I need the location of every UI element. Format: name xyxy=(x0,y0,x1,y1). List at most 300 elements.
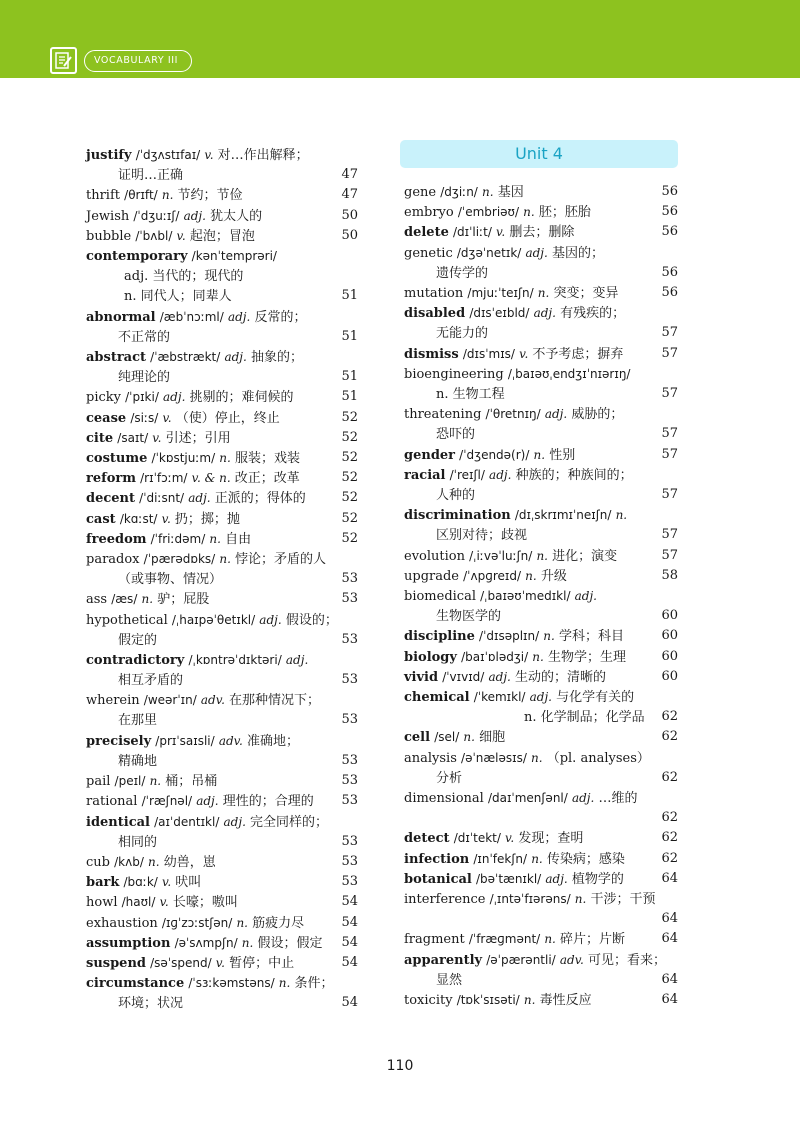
page-reference: 57 xyxy=(661,345,678,361)
vocab-entry xyxy=(404,404,678,445)
entry-line xyxy=(404,222,678,243)
definition-continued: （或事物、情况） xyxy=(118,572,223,587)
definition: 基因的； xyxy=(551,245,604,261)
part-of-speech: v. xyxy=(162,410,172,425)
entry-line xyxy=(404,283,678,304)
part-of-speech: n. xyxy=(278,976,291,991)
page-reference: 56 xyxy=(661,204,678,220)
definition-continued: 纯理论的 xyxy=(118,370,171,385)
definition: 驴；屁股 xyxy=(157,592,210,608)
headword: analysis xyxy=(404,750,457,766)
vocab-entry xyxy=(404,465,678,506)
vocab-entry xyxy=(86,428,358,449)
entry-line xyxy=(404,364,678,385)
definition: 幼兽，崽 xyxy=(163,855,216,870)
pronunciation: /ˈræʃnəl/ xyxy=(141,794,193,809)
vocab-entry xyxy=(404,364,678,405)
part-of-speech: adj. xyxy=(183,208,206,223)
vocab-entry xyxy=(404,929,678,950)
headword: bioengineering xyxy=(404,366,504,382)
headword: racial xyxy=(404,467,446,483)
page-reference: 52 xyxy=(341,510,358,526)
page-reference: 47 xyxy=(341,167,358,182)
definition: 改正；改革 xyxy=(234,471,300,487)
headword: evolution xyxy=(404,548,465,564)
headword: abstract xyxy=(86,350,147,365)
page-reference: 53 xyxy=(341,712,358,728)
definition: 自由 xyxy=(225,531,252,547)
definition: 基因 xyxy=(497,185,524,200)
headword: contemporary xyxy=(86,249,188,264)
vocab-entry xyxy=(404,950,678,991)
vocab-entry xyxy=(404,445,678,466)
entry-line xyxy=(86,650,358,671)
pronunciation: /kənˈtemprəri/ xyxy=(191,249,277,263)
entry-line xyxy=(86,973,358,994)
pronunciation: /kʌb/ xyxy=(114,855,144,869)
page-reference: 62 xyxy=(661,850,678,866)
definition: 条件； xyxy=(294,976,334,992)
headword: cell xyxy=(404,730,431,746)
pronunciation: /ˈfræɡmənt/ xyxy=(468,932,541,947)
entry-line xyxy=(404,465,678,486)
part-of-speech: v. xyxy=(519,346,529,361)
section-label: VOCABULARY III xyxy=(84,50,192,72)
definition-continued: 恐吓的 xyxy=(436,427,476,443)
definition-continued: 相互矛盾的 xyxy=(118,673,184,688)
pronunciation: /ˌbaɪəʊˌendʒɪˈnɪərɪŋ/ xyxy=(507,366,631,381)
headword: cease xyxy=(86,410,127,426)
definition: 完全同样的； xyxy=(250,814,329,830)
part-of-speech: adj. xyxy=(571,791,595,805)
vocab-entry xyxy=(86,408,358,429)
page-reference: 58 xyxy=(661,567,678,583)
headword: botanical xyxy=(404,871,472,887)
part-of-speech: adj. xyxy=(544,407,568,422)
pronunciation: /daɪˈmenʃənl/ xyxy=(487,791,568,805)
page-reference: 47 xyxy=(341,187,358,203)
vocab-entry xyxy=(404,687,678,728)
vocab-entry xyxy=(86,771,358,792)
part-of-speech: adv. xyxy=(559,952,584,967)
definition: 在那种情况下； xyxy=(229,693,321,709)
vocab-entry xyxy=(86,549,358,590)
pronunciation: /ˈpɪki/ xyxy=(125,390,159,405)
headword: gene xyxy=(404,185,437,200)
pronunciation: /ˈdiːsnt/ xyxy=(139,491,185,506)
headword: hypothetical xyxy=(86,612,168,628)
pronunciation: /ˌkɒntrəˈdɪktəri/ xyxy=(188,653,282,667)
headword: apparently xyxy=(404,952,483,968)
page-reference: 52 xyxy=(341,429,358,445)
entry-line xyxy=(86,408,358,429)
entry-line xyxy=(404,869,678,890)
definition: 扔；掷；抛 xyxy=(174,511,240,527)
pronunciation: /kɑːst/ xyxy=(119,511,158,526)
headword: upgrade xyxy=(404,568,459,584)
page-reference: 53 xyxy=(341,793,358,809)
entry-line xyxy=(86,771,358,792)
part-of-speech: n. xyxy=(523,993,536,1007)
part-of-speech: n. xyxy=(148,855,160,869)
entry-line xyxy=(404,344,678,365)
entry-line xyxy=(404,849,678,870)
headword: fragment xyxy=(404,932,465,948)
headword: thrift xyxy=(86,188,121,204)
vocab-entry xyxy=(404,667,678,688)
page-reference: 52 xyxy=(341,470,358,486)
entry-line xyxy=(404,950,678,971)
definition: 筋疲力尽 xyxy=(252,915,305,931)
definition-continued: n. 同代人；同辈人 xyxy=(124,289,232,304)
headword: cite xyxy=(86,430,114,446)
vocab-entry xyxy=(404,586,678,627)
definition: 可见；看来； xyxy=(588,952,667,968)
page-reference: 64 xyxy=(661,992,678,1007)
part-of-speech: adj. xyxy=(224,350,247,364)
page-reference: 53 xyxy=(341,672,358,687)
headword: gender xyxy=(404,447,456,463)
page-reference: 62 xyxy=(661,769,678,785)
page-reference: 53 xyxy=(341,571,358,586)
page-reference: 53 xyxy=(341,874,358,890)
page-number: 110 xyxy=(386,1058,414,1074)
definition: 正派的；得体的 xyxy=(214,491,306,507)
part-of-speech: n. xyxy=(236,915,248,930)
headword: dismiss xyxy=(404,346,459,362)
pronunciation: /dʒiːn/ xyxy=(440,185,478,199)
page-reference: 60 xyxy=(661,628,678,644)
part-of-speech: n. xyxy=(463,730,475,745)
definition-continued: n. 生物工程 xyxy=(436,386,505,402)
definition: 学科；科目 xyxy=(558,629,624,645)
page-reference: 54 xyxy=(341,894,358,910)
edit-note-icon xyxy=(50,47,77,74)
pronunciation: /ˈdɪsəplɪn/ xyxy=(479,629,540,644)
headword: freedom xyxy=(86,531,147,547)
headword: howl xyxy=(86,895,118,911)
part-of-speech: adj. xyxy=(525,245,548,260)
entry-line xyxy=(86,953,358,974)
vocab-entry xyxy=(86,206,358,227)
part-of-speech: v. xyxy=(176,228,186,243)
part-of-speech: v. xyxy=(161,511,171,526)
entry-line xyxy=(404,182,678,203)
entry-line xyxy=(404,303,678,324)
vocab-entry xyxy=(404,283,678,304)
vocab-entry xyxy=(404,243,678,284)
headword: ass xyxy=(86,592,108,608)
headword: picky xyxy=(86,390,121,406)
definition: 理性的；合理的 xyxy=(222,794,314,810)
vocab-entry xyxy=(86,448,358,469)
headword: infection xyxy=(404,851,470,867)
headword: biology xyxy=(404,649,457,665)
headword: costume xyxy=(86,451,148,466)
page-reference: 54 xyxy=(341,914,358,930)
entry-line xyxy=(404,788,678,809)
definition-continued: 假定的 xyxy=(118,632,158,648)
part-of-speech: n. xyxy=(209,531,221,546)
entry-line xyxy=(86,913,358,934)
entry-line xyxy=(86,387,358,408)
definition: 进化；演变 xyxy=(552,548,618,564)
pronunciation: /dɪsˈmɪs/ xyxy=(462,346,515,361)
definition: 发现；查明 xyxy=(518,831,584,847)
part-of-speech: n. xyxy=(532,649,544,664)
vocab-entry xyxy=(404,828,678,849)
page-reference: 64 xyxy=(661,971,678,987)
part-of-speech: n. xyxy=(219,552,231,566)
headword: disabled xyxy=(404,306,466,322)
part-of-speech: adj. xyxy=(533,306,556,321)
entry-line xyxy=(86,488,358,509)
page-reference: 57 xyxy=(661,486,678,502)
pronunciation: /θrɪft/ xyxy=(124,188,158,203)
vocab-entry xyxy=(86,690,358,731)
definition: 种族的；种族间的； xyxy=(515,467,633,483)
definition: 服装；戏装 xyxy=(234,451,300,466)
definition-continued: 遗传学的 xyxy=(436,265,489,281)
part-of-speech: adj. xyxy=(545,871,568,886)
page-reference: 52 xyxy=(341,409,358,425)
vocab-entry xyxy=(86,488,358,509)
part-of-speech: v. xyxy=(152,430,162,445)
entry-line xyxy=(86,610,358,631)
page-reference: 57 xyxy=(661,547,678,563)
entry-line xyxy=(86,731,358,752)
vocab-entry xyxy=(404,202,678,223)
vocab-entry xyxy=(86,892,358,913)
headword: delete xyxy=(404,225,449,241)
page-reference: 64 xyxy=(661,911,678,926)
pronunciation: /ˈkɒstjuːm/ xyxy=(151,451,216,465)
page-reference: 60 xyxy=(661,668,678,684)
entry-line xyxy=(404,202,678,223)
entry-line xyxy=(404,748,678,769)
page-reference: 53 xyxy=(341,591,358,607)
page-reference: 64 xyxy=(661,931,678,947)
definition: 生动的；清晰的 xyxy=(515,669,607,685)
pronunciation: /ˌhaɪpəˈθetɪkl/ xyxy=(171,612,256,627)
definition: 与化学有关的 xyxy=(556,690,635,705)
part-of-speech: n. xyxy=(531,851,543,866)
page-reference: 54 xyxy=(341,934,358,950)
vocab-entry xyxy=(404,748,678,789)
entry-line xyxy=(404,445,678,466)
entry-line xyxy=(86,933,358,954)
definition: 毒性反应 xyxy=(539,993,592,1008)
definition-continued: 显然 xyxy=(436,972,463,988)
vocab-entry xyxy=(86,650,358,691)
pronunciation: /rɪˈfɔːm/ xyxy=(140,471,188,486)
definition: 长嚎；嗷叫 xyxy=(172,895,238,911)
pronunciation: /bɑːk/ xyxy=(123,875,158,890)
entry-line xyxy=(86,226,358,247)
page-reference: 51 xyxy=(341,389,358,405)
part-of-speech: adj. xyxy=(489,467,512,482)
vocab-entry xyxy=(404,222,678,243)
vocab-entry xyxy=(404,182,678,203)
pronunciation: /ˈʌpɡreɪd/ xyxy=(463,568,521,583)
definition-continued: 在那里 xyxy=(118,713,158,729)
pronunciation: /haʊl/ xyxy=(121,895,156,910)
headword: pail xyxy=(86,774,111,790)
entry-line xyxy=(86,145,358,166)
definition: 传染病；感染 xyxy=(546,851,625,867)
pronunciation: /əˈsʌmpʃn/ xyxy=(174,935,238,950)
entry-line xyxy=(404,687,678,708)
vocab-entry xyxy=(86,913,358,934)
definition: 生物学；生理 xyxy=(547,649,626,665)
headword: exhaustion xyxy=(86,915,158,931)
unit-heading: Unit 4 xyxy=(400,140,678,168)
part-of-speech: n. xyxy=(525,568,537,583)
vocab-entry xyxy=(86,145,358,186)
headword: reform xyxy=(86,471,136,487)
definition: （使）停止，终止 xyxy=(175,410,280,426)
entry-line xyxy=(86,347,358,368)
vocab-entry xyxy=(86,872,358,893)
entry-line xyxy=(86,428,358,449)
part-of-speech: n. xyxy=(574,892,587,906)
entry-line xyxy=(86,852,358,873)
entry-line xyxy=(86,246,358,267)
vocab-entry xyxy=(404,869,678,890)
page-reference: 57 xyxy=(661,325,678,341)
vocab-entry xyxy=(86,791,358,812)
definition: 抽象的； xyxy=(250,350,303,365)
page-reference: 56 xyxy=(661,224,678,240)
definition: 吠叫 xyxy=(175,875,202,891)
part-of-speech: adj. xyxy=(574,589,597,603)
definition-continued: adj. 当代的；现代的 xyxy=(124,269,244,284)
vocab-entry xyxy=(404,505,678,546)
headword: cast xyxy=(86,511,116,527)
headword: biomedical xyxy=(404,589,476,604)
headword: abnormal xyxy=(86,309,156,325)
part-of-speech: v. xyxy=(159,895,169,910)
vocab-entry xyxy=(86,953,358,974)
pronunciation: /ˈdʒuːɪʃ/ xyxy=(133,208,180,223)
definition: 准确地； xyxy=(246,733,299,749)
definition-continued: 相同的 xyxy=(118,834,158,850)
pronunciation: /ˈembriəʊ/ xyxy=(457,205,520,220)
part-of-speech: n. xyxy=(482,185,494,199)
headword: cub xyxy=(86,855,110,870)
pronunciation: /ˈpærədɒks/ xyxy=(143,552,216,566)
vocab-entry xyxy=(86,185,358,206)
part-of-speech: v. xyxy=(496,225,506,240)
entry-line xyxy=(404,546,678,567)
definition: 挑剔的；难伺候的 xyxy=(189,390,294,406)
vocab-entry xyxy=(404,626,678,647)
definition: 突变；变异 xyxy=(553,286,619,301)
headword: justify xyxy=(86,148,132,163)
page-reference: 62 xyxy=(661,729,678,745)
vocab-entry xyxy=(404,889,678,926)
vocab-entry xyxy=(86,610,358,651)
page-reference: 52 xyxy=(341,490,358,506)
pronunciation: /səˈspend/ xyxy=(150,956,212,970)
definition: 删去；删除 xyxy=(509,225,575,241)
vocab-entry xyxy=(86,973,358,1014)
part-of-speech: adj. xyxy=(163,390,186,405)
definition: （pl. analyses） xyxy=(546,750,650,766)
headword: suspend xyxy=(86,956,146,971)
pronunciation: /ˌbaɪəʊˈmedɪkl/ xyxy=(480,589,571,603)
pronunciation: /ˌɪntəˈfɪərəns/ xyxy=(489,892,571,906)
page-reference: 51 xyxy=(341,328,358,344)
headword: interference xyxy=(404,892,486,907)
entry-line xyxy=(404,404,678,425)
headword: identical xyxy=(86,814,150,830)
entry-line xyxy=(404,626,678,647)
page-reference: 53 xyxy=(341,773,358,789)
part-of-speech: n. xyxy=(531,750,543,765)
pronunciation: /ˈæbstrækt/ xyxy=(150,350,221,364)
page-reference: 57 xyxy=(661,446,678,462)
vocab-entry xyxy=(86,468,358,489)
header-bar xyxy=(0,0,800,78)
headword: toxicity xyxy=(404,993,453,1008)
page-reference: 53 xyxy=(341,752,358,768)
page-reference: 50 xyxy=(341,207,358,223)
entry-line xyxy=(86,185,358,206)
definition-continued: 区别对待；歧视 xyxy=(436,528,528,544)
page-reference: 53 xyxy=(341,833,358,849)
headword: threatening xyxy=(404,407,482,423)
vocab-entry xyxy=(86,589,358,610)
entry-line xyxy=(86,529,358,550)
vocab-entry xyxy=(86,226,358,247)
pronunciation: /ˈdʒendə(r)/ xyxy=(459,447,530,462)
page-reference: 60 xyxy=(661,648,678,664)
vocab-entry xyxy=(86,347,358,388)
page-reference: 53 xyxy=(341,854,358,869)
headword: rational xyxy=(86,794,138,810)
headword: dimensional xyxy=(404,791,484,806)
definition: 干涉；干预 xyxy=(590,892,656,907)
part-of-speech: adv. xyxy=(218,733,243,748)
vocab-entry xyxy=(86,529,358,550)
pronunciation: /sel/ xyxy=(434,730,460,745)
part-of-speech: adj. xyxy=(196,794,219,809)
part-of-speech: n. xyxy=(161,188,174,203)
entry-line xyxy=(86,690,358,711)
entry-line xyxy=(86,872,358,893)
page-reference: 62 xyxy=(661,810,678,825)
part-of-speech: adj. xyxy=(529,690,552,704)
definition: 假设；假定 xyxy=(257,935,323,951)
entry-line xyxy=(86,549,358,570)
entry-line xyxy=(404,990,678,1011)
page-reference: 62 xyxy=(661,830,678,846)
definition: 植物学的 xyxy=(571,871,624,887)
pronunciation: /ɪnˈfekʃn/ xyxy=(473,851,528,866)
definition-continued: 分析 xyxy=(436,770,463,786)
pronunciation: /weərˈɪn/ xyxy=(143,693,197,708)
headword: bark xyxy=(86,875,120,891)
part-of-speech: n. xyxy=(241,935,254,950)
pronunciation: /dɪˌskrɪmɪˈneɪʃn/ xyxy=(514,508,612,523)
part-of-speech: v. & n. xyxy=(191,471,231,486)
definition: 对…作出解释； xyxy=(217,148,309,163)
pronunciation: /ˈbʌbl/ xyxy=(135,228,173,243)
definition: 细胞 xyxy=(479,730,506,746)
pronunciation: /ˈθretnɪŋ/ xyxy=(485,407,541,422)
pronunciation: /siːs/ xyxy=(130,410,159,425)
